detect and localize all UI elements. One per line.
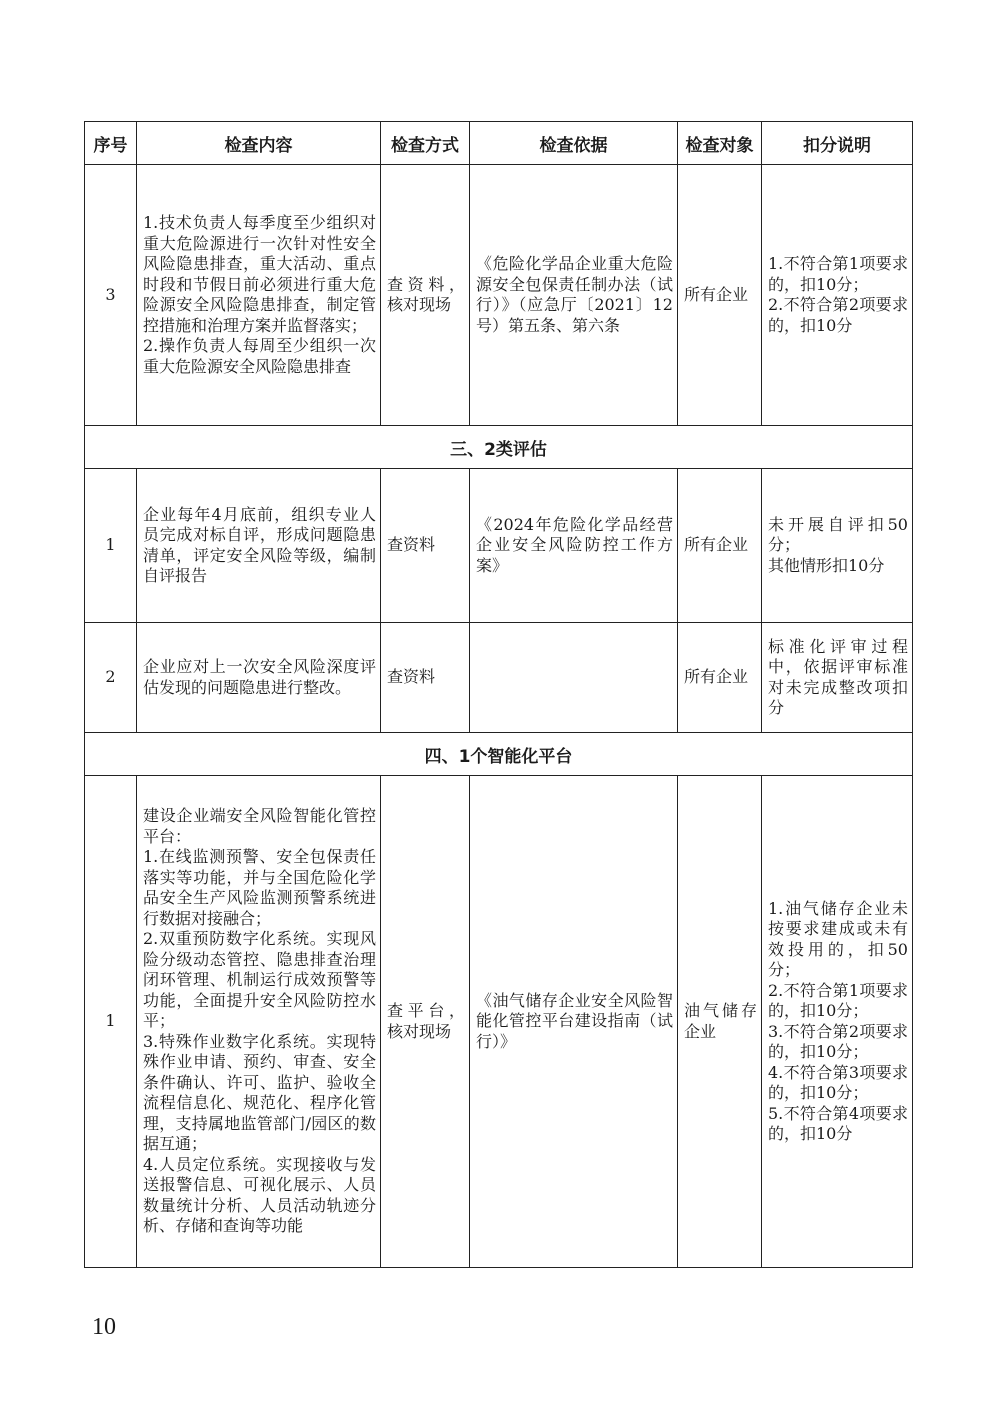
cell-content: 企业每年4月底前，组织专业人员完成对标自评，形成问题隐患清单，评定安全风险等级，编制自评报告 (137, 469, 381, 623)
cell-content: 企业应对上一次安全风险深度评估发现的问题隐患进行整改。 (137, 623, 381, 733)
cell-deduction: 标准化评审过程中，依据评审标准对未完成整改项扣分 (762, 623, 913, 733)
inspection-table (84, 121, 913, 1268)
cell-method: 查平台，核对现场 (381, 776, 470, 1268)
header-serial-no: 序号 (85, 122, 137, 165)
page-number: 10 (92, 1314, 116, 1340)
section-row (85, 733, 913, 776)
cell-basis: 《危险化学品企业重大危险源安全包保责任制办法（试行）》（应急厅〔2021〕12号）第五条、第六条 (470, 165, 678, 426)
header-content: 检查内容 (137, 122, 381, 165)
header-target: 检查对象 (678, 122, 762, 165)
header-basis: 检查依据 (470, 122, 678, 165)
cell-serial-no: 3 (85, 165, 137, 426)
section-row (85, 426, 913, 469)
cell-basis (470, 623, 678, 733)
cell-basis: 《油气储存企业安全风险智能化管控平台建设指南（试行）》 (470, 776, 678, 1268)
cell-serial-no: 1 (85, 776, 137, 1268)
cell-method: 查资料，核对现场 (381, 165, 470, 426)
cell-target: 所有企业 (678, 165, 762, 426)
table-row (85, 165, 913, 426)
cell-target: 油气储存企业 (678, 776, 762, 1268)
section-title-assessment: 三、2类评估 (85, 426, 913, 469)
cell-serial-no: 2 (85, 623, 137, 733)
header-deduction: 扣分说明 (762, 122, 913, 165)
cell-method: 查资料 (381, 623, 470, 733)
cell-method: 查资料 (381, 469, 470, 623)
table-row (85, 623, 913, 733)
table-header-row (85, 122, 913, 165)
section-title-platform: 四、1个智能化平台 (85, 733, 913, 776)
cell-target: 所有企业 (678, 469, 762, 623)
table-row (85, 776, 913, 1268)
cell-deduction: 未开展自评扣50分； 其他情形扣10分 (762, 469, 913, 623)
cell-deduction: 1.不符合第1项要求的，扣10分； 2.不符合第2项要求的，扣10分 (762, 165, 913, 426)
header-method: 检查方式 (381, 122, 470, 165)
cell-basis: 《2024年危险化学品经营企业安全风险防控工作方案》 (470, 469, 678, 623)
cell-deduction: 1.油气储存企业未按要求建成或未有效投用的，扣50分； 2.不符合第1项要求的，扣10分； 3.不符合第2项要求的，扣10分； 4.不符合第3项要求的，扣10分； 5.不符合第4项要求的，扣10分 (762, 776, 913, 1268)
cell-content: 1.技术负责人每季度至少组织对重大危险源进行一次针对性安全风险隐患排查，重大活动、重点时段和节假日前必须进行重大危险源安全风险隐患排查，制定管控措施和治理方案并监督落实； 2.操作负责人每周至少组织一次重大危险源安全风险隐患排查 (137, 165, 381, 426)
table-row (85, 469, 913, 623)
cell-serial-no: 1 (85, 469, 137, 623)
cell-content: 建设企业端安全风险智能化管控平台： 1.在线监测预警、安全包保责任落实等功能，并与全国危险化学品安全生产风险监测预警系统进行数据对接融合； 2.双重预防数字化系统。实现风险分级动态管控、隐患排查治理闭环管理、机制运行成效预警等功能，全面提升安全风险防控水平； 3.特殊作业数字化系统。实现特殊作业申请、预约、审查、安全条件确认、许可、监护、验收全流程信息化、规范化、程序化管理，支持属地监管部门/园区的数据互通； 4.人员定位系统。实现接收与发送报警信息、可视化展示、人员数量统计分析、人员活动轨迹分析、存储和查询等功能 (137, 776, 381, 1268)
cell-target: 所有企业 (678, 623, 762, 733)
